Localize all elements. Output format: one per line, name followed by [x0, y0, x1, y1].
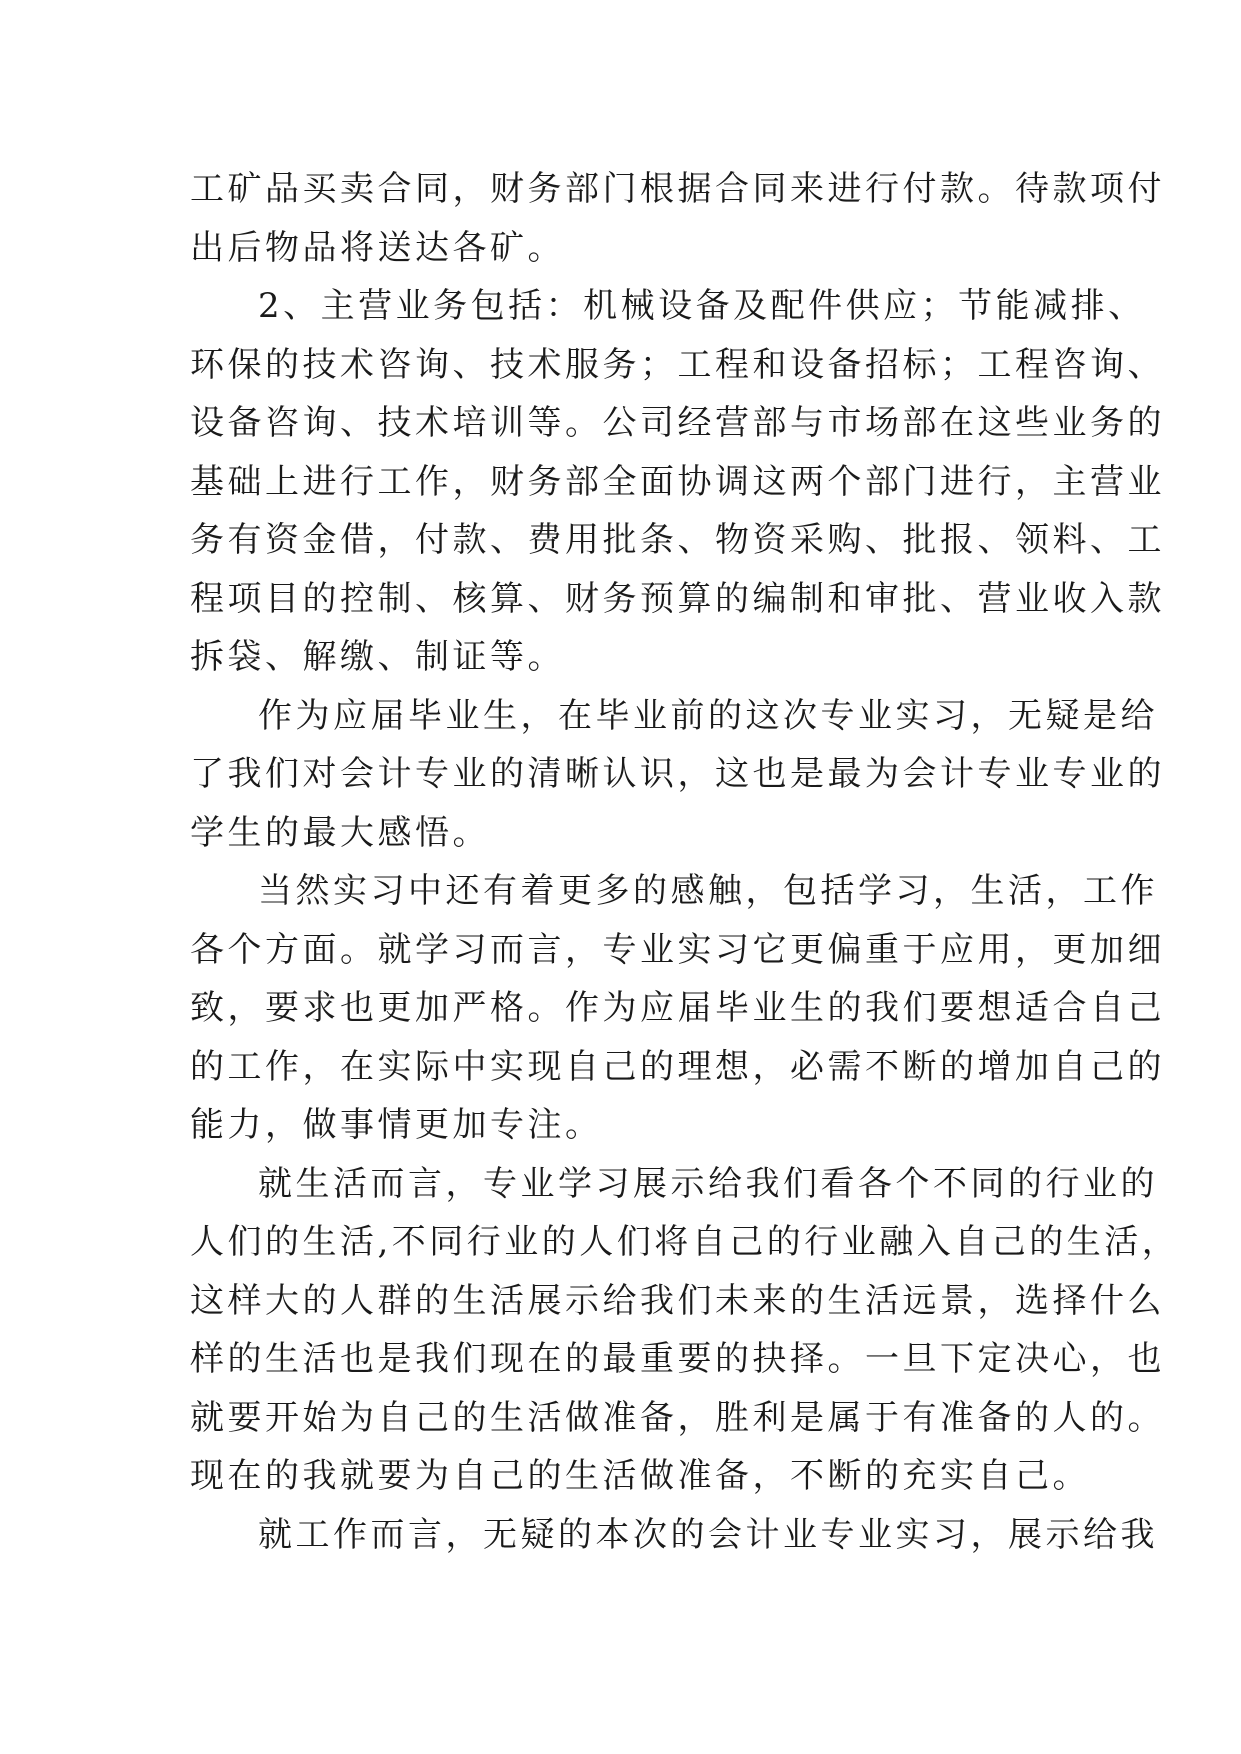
text-line: 务有资金借，付款、费用批条、物资采购、批报、领料、工 — [190, 520, 1165, 560]
document-body — [190, 160, 1180, 1564]
text-line: 作为应届毕业生，在毕业前的这次专业实习，无疑是给 — [258, 695, 1158, 736]
text-line: 拆袋、解缴、制证等。 — [190, 637, 565, 677]
text-line: 就生活而言，专业学习展示给我们看各个不同的行业的 — [258, 1163, 1158, 1204]
text-line: 基础上进行工作，财务部全面协调这两个部门进行，主营业 — [190, 461, 1165, 502]
text-line: 学生的最大感悟。 — [190, 812, 490, 853]
text-line: 现在的我就要为自己的生活做准备，不断的充实自己。 — [190, 1456, 1090, 1496]
text-line: 的工作，在实际中实现自己的理想，必需不断的增加自己的 — [190, 1046, 1165, 1087]
text-line: 就工作而言，无疑的本次的会计业专业实习，展示给我 — [258, 1514, 1158, 1555]
text-line: 各个方面。就学习而言，专业实习它更偏重于应用，更加细 — [190, 929, 1165, 970]
text-line: 能力，做事情更加专注。 — [190, 1105, 603, 1145]
text-line: 环保的技术咨询、技术服务；工程和设备招标；工程咨询、 — [190, 344, 1165, 385]
text-line: 样的生活也是我们现在的最重要的抉择。一旦下定决心，也 — [190, 1339, 1165, 1379]
text-line: 这样大的人群的生活展示给我们未来的生活远景，选择什么 — [190, 1280, 1165, 1321]
text-line: 2、主营业务包括：机械设备及配件供应；节能减排、 — [258, 286, 1146, 326]
text-line: 工矿品买卖合同，财务部门根据合同来进行付款。待款项付 — [190, 169, 1165, 209]
text-line: 了我们对会计专业的清晰认识，这也是最为会计专业专业的 — [190, 754, 1165, 794]
text-line: 致，要求也更加严格。作为应届毕业生的我们要想适合自己 — [190, 988, 1165, 1028]
text-line: 程项目的控制、核算、财务预算的编制和审批、营业收入款 — [190, 578, 1165, 619]
text-line: 就要开始为自己的生活做准备，胜利是属于有准备的人的。 — [190, 1397, 1165, 1438]
text-line: 出后物品将送达各矿。 — [190, 227, 565, 268]
text-line: 当然实习中还有着更多的感触，包括学习，生活，工作 — [258, 871, 1158, 911]
text-line: 人们的生活,不同行业的人们将自己的行业融入自己的生活， — [190, 1222, 1180, 1262]
text-line: 设备咨询、技术培训等。公司经营部与市场部在这些业务的 — [190, 403, 1165, 443]
